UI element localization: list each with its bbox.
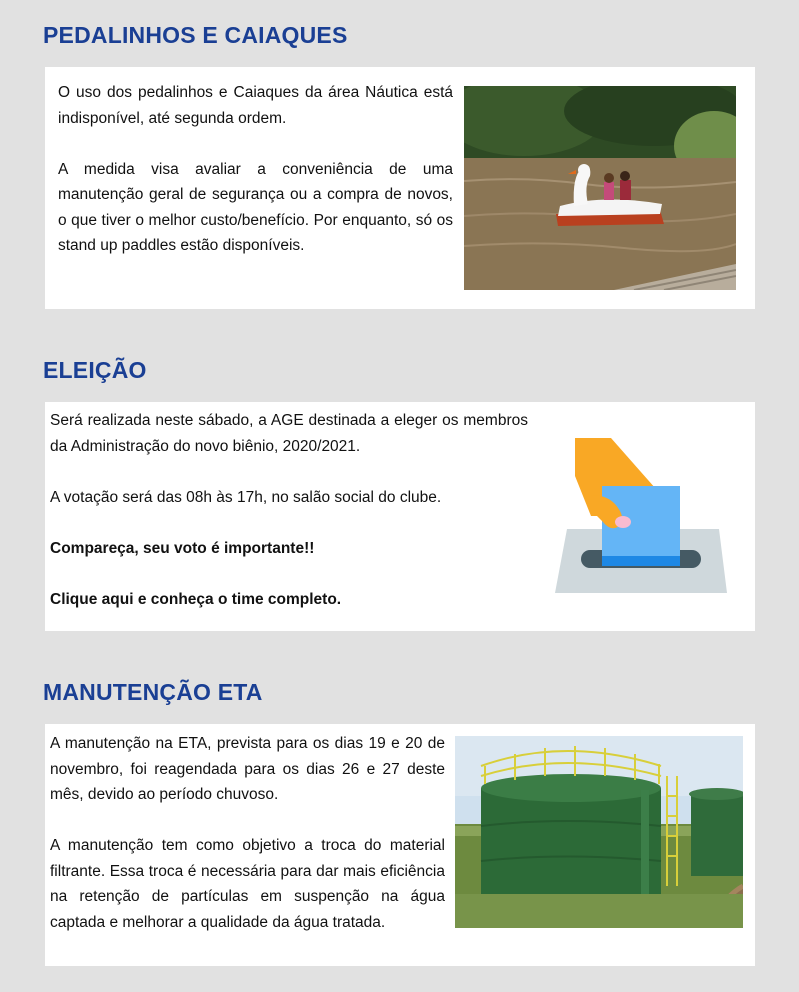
paragraph: A manutenção tem como objetivo a troca do material filtrante. Essa troca é necessária para dar mais eficiência na retenção de partículas em suspenção na água captada e melhorar a qualidade da água tratada. — [50, 837, 445, 931]
card-text — [58, 80, 453, 259]
team-link[interactable]: Clique aqui e conheça o time completo. — [50, 590, 342, 608]
section-title-eleicao: ELEIÇÃO — [43, 357, 147, 383]
section-title-pedalinhos: PEDALINHOS E CAIAQUES — [43, 22, 348, 48]
paragraph: A manutenção na ETA, prevista para os dias 19 e 20 de novembro, foi reagendada para os dias 26 e 27 deste mês, devido ao período chuvoso. — [50, 735, 445, 803]
ballot-box-vote-icon — [553, 436, 728, 596]
news-card-manutencao — [45, 724, 755, 966]
paragraph: Será realizada neste sábado, a AGE destinada a eleger os membros da Administração do novo biênio, 2020/2021. — [50, 412, 528, 455]
news-card-pedalinhos — [45, 67, 755, 309]
paragraph: O uso dos pedalinhos e Caiaques da área Náutica está indisponível, até segunda ordem. — [58, 84, 453, 127]
swan-pedal-boat-photo — [464, 86, 736, 290]
card-text — [50, 408, 528, 612]
emphasis-text: Compareça, seu voto é importante!! — [50, 539, 315, 557]
paragraph: A votação será das 08h às 17h, no salão social do clube. — [50, 488, 442, 506]
paragraph: A medida visa avaliar a conveniência de uma manutenção geral de segurança ou a compra de novos, o que tiver o melhor custo/benefício. Por enquanto, só os stand up paddles estão disponíveis. — [58, 160, 453, 254]
news-card-eleicao — [45, 402, 755, 631]
water-tank-photo — [455, 736, 743, 928]
section-title-manutencao: MANUTENÇÃO ETA — [43, 679, 263, 705]
card-text — [50, 731, 445, 935]
